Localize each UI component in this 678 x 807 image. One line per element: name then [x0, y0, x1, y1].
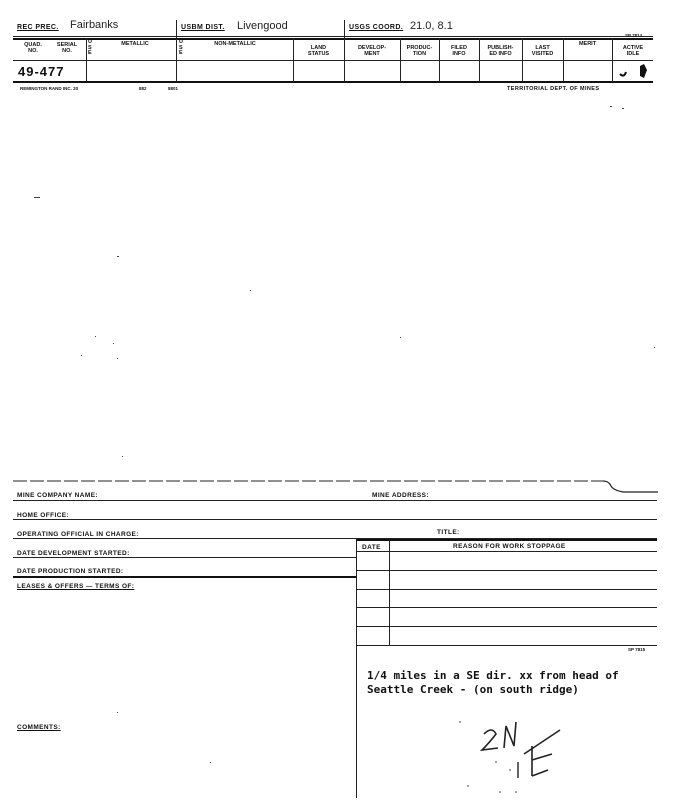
col-published-info: PUBLISH- ED INFO [487, 45, 514, 57]
operating-official-label: OPERATING OFFICIAL IN CHARGE: [17, 531, 139, 538]
col-merit: MERIT [578, 41, 597, 47]
speck [610, 106, 612, 107]
typed-location-note: 1/4 miles in a SE dir. xx from head of Seattle Creek - (on south ridge) [367, 669, 619, 696]
divider [356, 551, 657, 552]
column-divider [176, 20, 177, 82]
handwritten-mark [440, 712, 580, 802]
date-production-started-label: DATE PRODUCTION STARTED: [17, 568, 124, 575]
record-number: 49-477 [18, 64, 65, 79]
speck [34, 197, 40, 198]
home-office-label: HOME OFFICE: [17, 512, 70, 519]
title-label: TITLE: [437, 529, 460, 536]
speck [117, 256, 119, 257]
usbm-dist-value: Livengood [237, 20, 288, 32]
usbm-dist-label: USBM DIST. [181, 24, 225, 31]
col-nonmetallic: NON-METALLIC [214, 41, 256, 47]
column-divider [86, 38, 87, 82]
printer-credit: REMINGTON RAND INC. 20 [20, 86, 79, 91]
divider [13, 557, 356, 558]
form-number-2: SP 7815 [628, 647, 646, 652]
card-tab-edge [13, 476, 658, 498]
department-name: TERRITORIAL DEPT. OF MINES [507, 86, 600, 92]
speck [117, 712, 118, 713]
col-quad-no: QUAD. NO. [24, 42, 42, 54]
divider [356, 607, 657, 608]
divider [13, 576, 356, 578]
col-use-nonmetallic: U S E [179, 39, 183, 56]
speck [654, 347, 655, 348]
divider [13, 36, 653, 37]
mine-company-name-label: MINE COMPANY NAME: [17, 492, 98, 499]
date-development-started-label: DATE DEVELOPMENT STARTED: [17, 550, 130, 557]
usgs-coord-label: USGS COORD. [349, 24, 404, 31]
col-filed-info: FILED INFO [451, 45, 467, 57]
usgs-coord-value: 21.0, 8.1 [410, 20, 453, 32]
divider [13, 500, 657, 501]
comments-label: COMMENTS: [17, 724, 61, 731]
col-serial-no: SERIAL NO. [56, 42, 78, 54]
col-use-metallic: U S E [88, 39, 92, 56]
speck [250, 290, 251, 291]
col-development: DEVELOP- MENT [357, 45, 387, 57]
divider [356, 570, 657, 571]
leases-offers-label: LEASES & OFFERS — TERMS OF: [17, 583, 135, 590]
column-divider [563, 38, 564, 82]
column-divider [293, 38, 294, 82]
column-divider [344, 20, 345, 82]
column-divider [356, 538, 357, 798]
speck [95, 336, 96, 337]
divider [13, 60, 653, 61]
active-idle-mark [614, 60, 654, 84]
divider [356, 539, 657, 541]
print-code-2: 8801 [168, 86, 179, 91]
divider [13, 519, 657, 520]
speck [622, 108, 624, 109]
mine-address-label: MINE ADDRESS: [372, 492, 429, 499]
rec-prec-value: Fairbanks [70, 19, 119, 31]
reason-column-header: REASON FOR WORK STOPPAGE [453, 543, 566, 550]
speck [81, 355, 82, 356]
print-code-1: 882 [139, 86, 147, 91]
col-active-idle: ACTIVE IDLE [622, 45, 644, 57]
col-metallic: METALLIC [121, 41, 149, 47]
column-divider [389, 538, 390, 646]
speck [400, 337, 401, 338]
date-column-header: DATE [362, 544, 381, 551]
divider [356, 626, 657, 627]
col-production: PRODUC- TION [406, 45, 433, 57]
divider [356, 589, 657, 590]
speck [210, 762, 211, 763]
form-number: SP 7814 [625, 33, 643, 38]
col-last-visited: LAST VISITED [531, 45, 554, 57]
col-land-status: LAND STATUS [307, 45, 330, 57]
speck [122, 456, 123, 457]
divider [13, 81, 653, 83]
speck [113, 343, 114, 344]
divider [356, 645, 657, 646]
divider [13, 38, 653, 40]
rec-prec-label: REC PREC. [17, 24, 59, 31]
speck [117, 358, 118, 359]
